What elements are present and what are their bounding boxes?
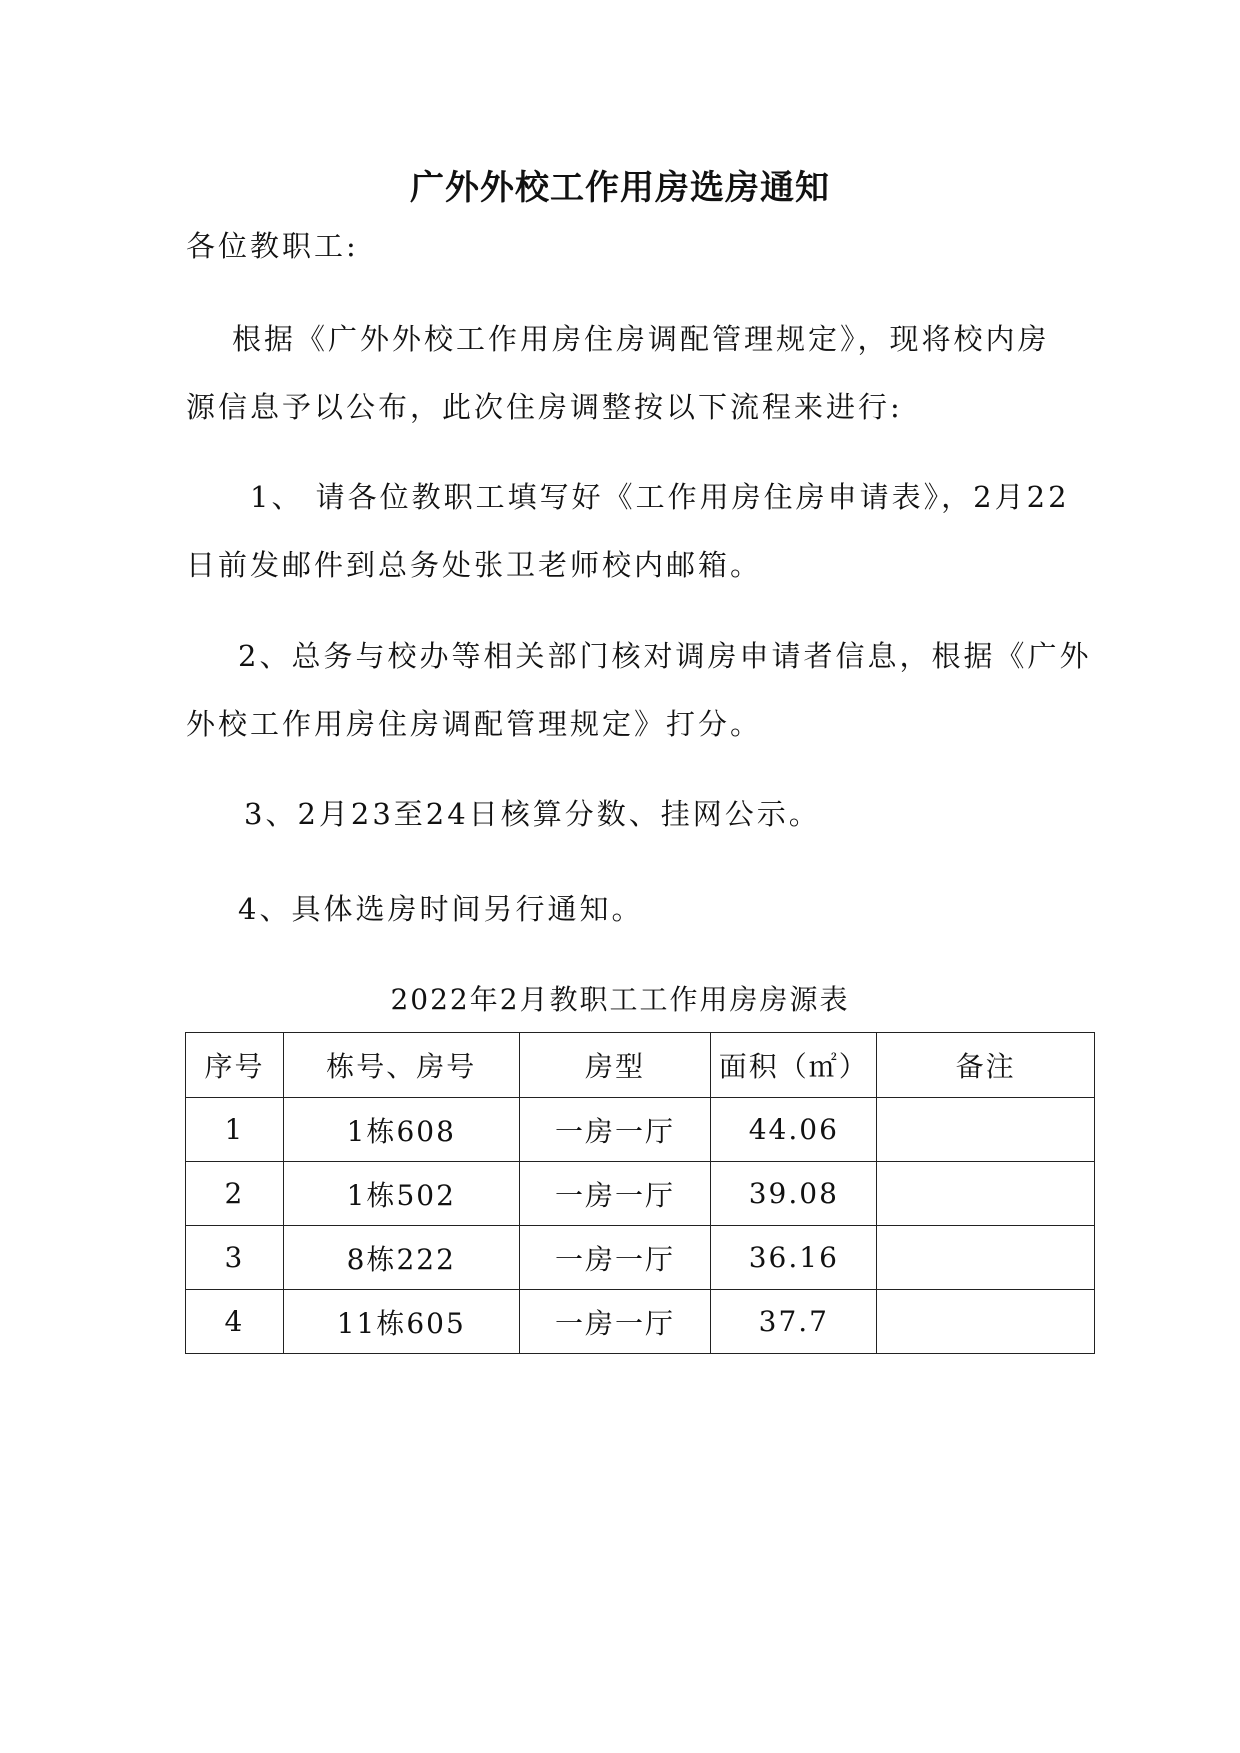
- cell-building-room: 11栋605: [283, 1290, 519, 1354]
- housing-table: [185, 1032, 1095, 1354]
- cell-remarks: [877, 1098, 1095, 1162]
- cell-area: 39.08: [711, 1162, 877, 1226]
- greeting: 各位教职工:: [186, 229, 359, 263]
- table-row: [186, 1162, 1095, 1226]
- step-3: [186, 780, 1056, 848]
- cell-index: 2: [186, 1162, 284, 1226]
- cell-room-type: 一房一厅: [519, 1162, 711, 1226]
- step-2-line-1: 2、总务与校办等相关部门核对调房申请者信息，根据《广外: [238, 639, 1092, 673]
- header-index: 序号: [186, 1033, 284, 1098]
- table-header-row: [186, 1033, 1095, 1098]
- cell-building-room: 1栋502: [283, 1162, 519, 1226]
- page-title: 广外外校工作用房选房通知: [410, 168, 830, 208]
- step-1-line-2: 日前发邮件到总务处张卫老师校内邮箱。: [186, 548, 763, 582]
- header-room-type: 房型: [519, 1033, 711, 1098]
- cell-area: 44.06: [711, 1098, 877, 1162]
- step-2: [186, 622, 1092, 758]
- cell-index: 1: [186, 1098, 284, 1162]
- cell-building-room: 8栋222: [283, 1226, 519, 1290]
- header-building-room: 栋号、房号: [283, 1033, 519, 1098]
- cell-room-type: 一房一厅: [519, 1290, 711, 1354]
- cell-index: 3: [186, 1226, 284, 1290]
- step-4: [186, 875, 1056, 943]
- intro-line-1: 根据《广外外校工作用房住房调配管理规定》，现将校内房: [232, 322, 1050, 356]
- cell-index: 4: [186, 1290, 284, 1354]
- cell-area: 36.16: [711, 1226, 877, 1290]
- step-2-line-2: 外校工作用房住房调配管理规定》打分。: [186, 707, 763, 741]
- cell-building-room: 1栋608: [283, 1098, 519, 1162]
- table-row: [186, 1290, 1095, 1354]
- cell-area: 37.7: [711, 1290, 877, 1354]
- cell-remarks: [877, 1290, 1095, 1354]
- table-row: [186, 1098, 1095, 1162]
- intro-paragraph: [186, 305, 1056, 441]
- cell-room-type: 一房一厅: [519, 1098, 711, 1162]
- intro-line-2: 源信息予以公布，此次住房调整按以下流程来进行:: [186, 390, 903, 424]
- step-1: [186, 463, 1070, 599]
- step-3-line-1: 3、2月23至24日核算分数、挂网公示。: [244, 797, 821, 831]
- header-area: 面积（㎡）: [711, 1033, 877, 1098]
- table-caption: 2022年2月教职工工作用房房源表: [390, 983, 850, 1016]
- step-4-line-1: 4、具体选房时间另行通知。: [238, 892, 644, 926]
- header-remarks: 备注: [877, 1033, 1095, 1098]
- cell-remarks: [877, 1226, 1095, 1290]
- step-1-line-1: 1、 请各位教职工填写好《工作用房住房申请表》，2月22: [250, 480, 1070, 514]
- cell-remarks: [877, 1162, 1095, 1226]
- cell-room-type: 一房一厅: [519, 1226, 711, 1290]
- table-row: [186, 1226, 1095, 1290]
